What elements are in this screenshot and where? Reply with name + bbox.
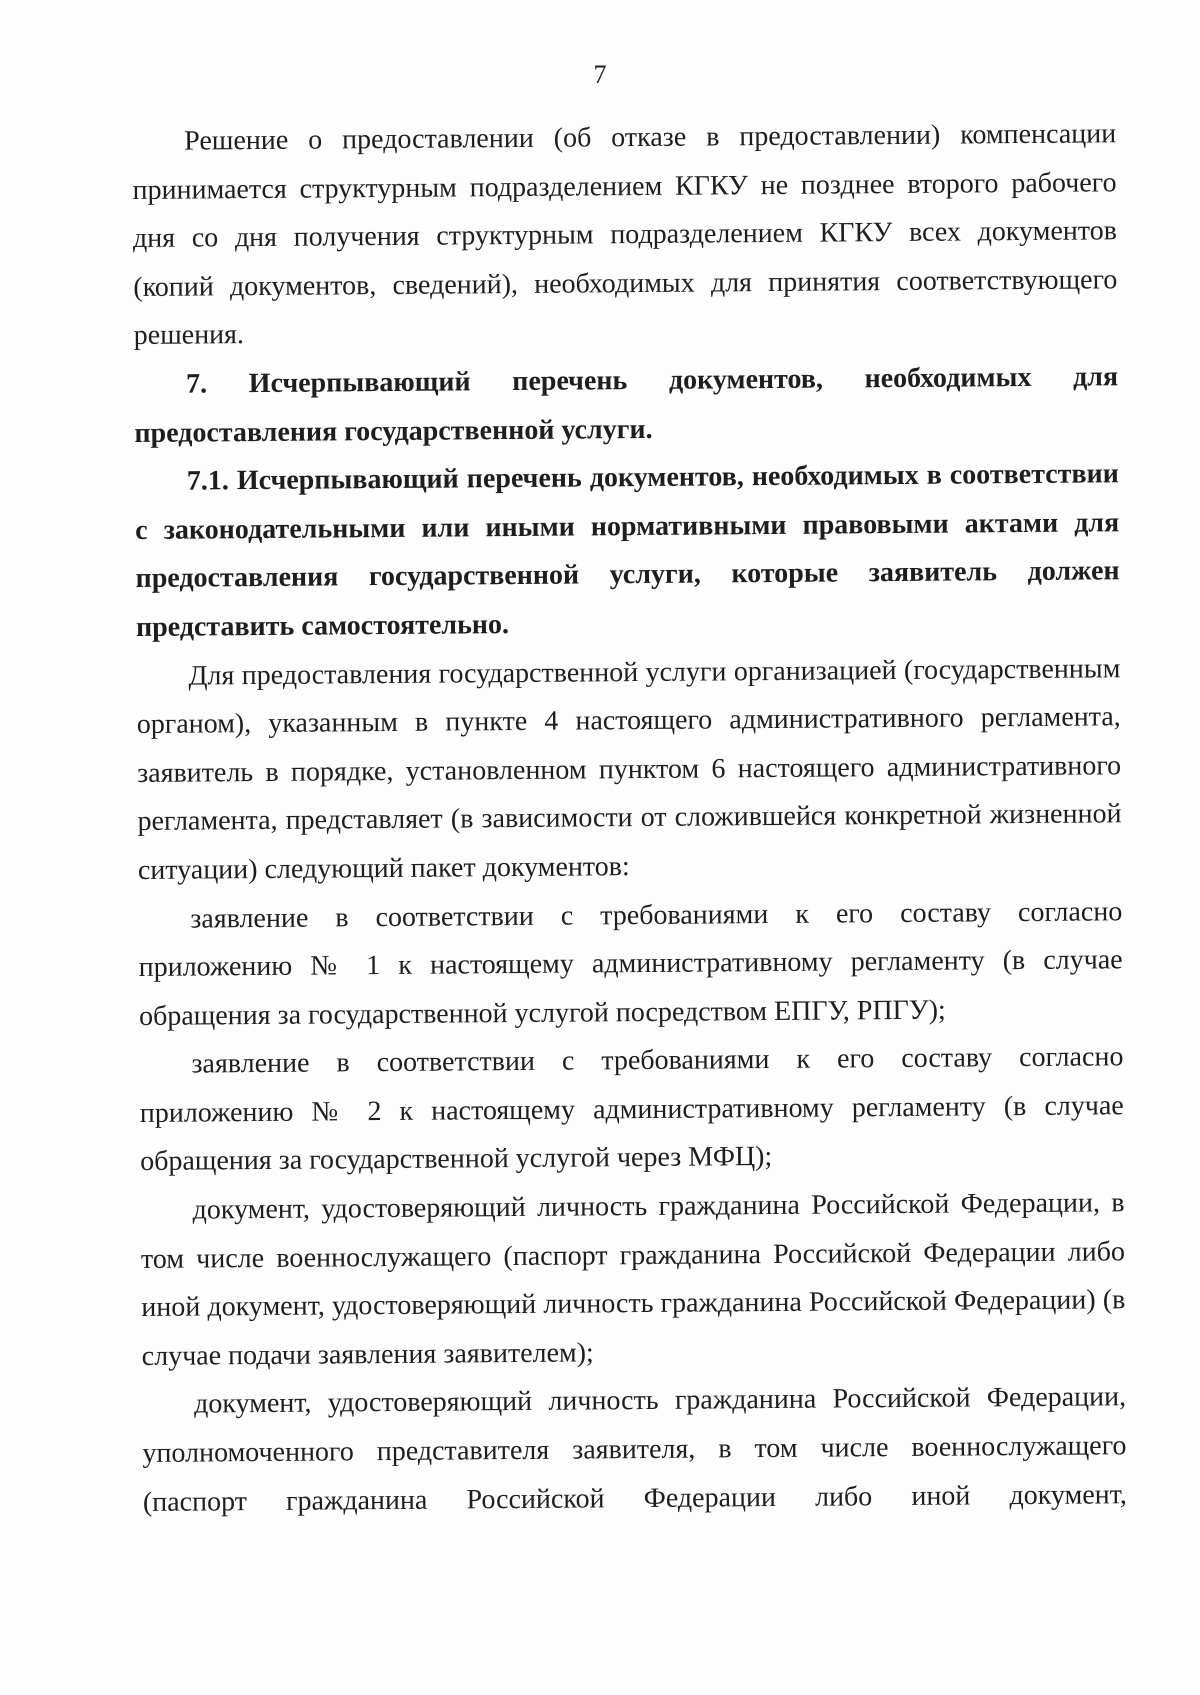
page-number: 7 — [593, 60, 607, 89]
list-item-identity-document-representative: документ, удостоверяющий личность гражданина Российской Федерации, уполномоченного представителя заявителя, в том числе военнослужащего (паспорт гражданина Российской Федерации либо иной документ, — [142, 1381, 1127, 1518]
list-item-identity-document-applicant: документ, удостоверяющий личность гражданина Российской Федерации, в том числе военнослужащего (паспорт гражданина Российской Федерации либо иной документ, удостоверяющий личность гражданина Российской Федерации) (в случае подачи заявления заявителем); — [140, 1187, 1126, 1372]
document-body — [132, 110, 1127, 1527]
section-heading-7-1: 7.1. Исчерпывающий перечень документов, необходимых в соответствии с законодательными или иными нормативными правовыми актами для предоставления государственной услуги, которые заявитель должен представить самостоятельно. — [135, 458, 1120, 643]
list-item-application-mfc: заявление в соответствии с требованиями к его составу согласно приложению № 2 к настоящему административному регламенту (в случае обращения за государственной услугой через МФЦ); — [139, 1041, 1124, 1178]
paragraph-documents-package: Для предоставления государственной услуги организацией (государственным органом), указанным в пункте 4 настоящего административного регламента, заявитель в порядке, установленном пунктом 6 настоящего административного регламента, представляет (в зависимости от сложившейся конкретной жизненной ситуации) следующий пакет документов: — [136, 652, 1122, 886]
paragraph-compensation-decision: Решение о предоставлении (об отказе в предоставлении) компенсации принимается структурным подразделением КГКУ не позднее второго рабочего дня со дня получения структурным подразделением КГКУ всех документов (копий документов, сведений), необходимых для принятия соответствующего решения. — [132, 118, 1118, 352]
list-item-application-epgu: заявление в соответствии с требованиями к его составу согласно приложению № 1 к настоящему административному регламенту (в случае обращения за государственной услугой посредством ЕПГУ, РПГУ); — [138, 895, 1123, 1032]
section-heading-7: 7. Исчерпывающий перечень документов, необходимых для предоставления государственной услуги. — [134, 361, 1119, 449]
